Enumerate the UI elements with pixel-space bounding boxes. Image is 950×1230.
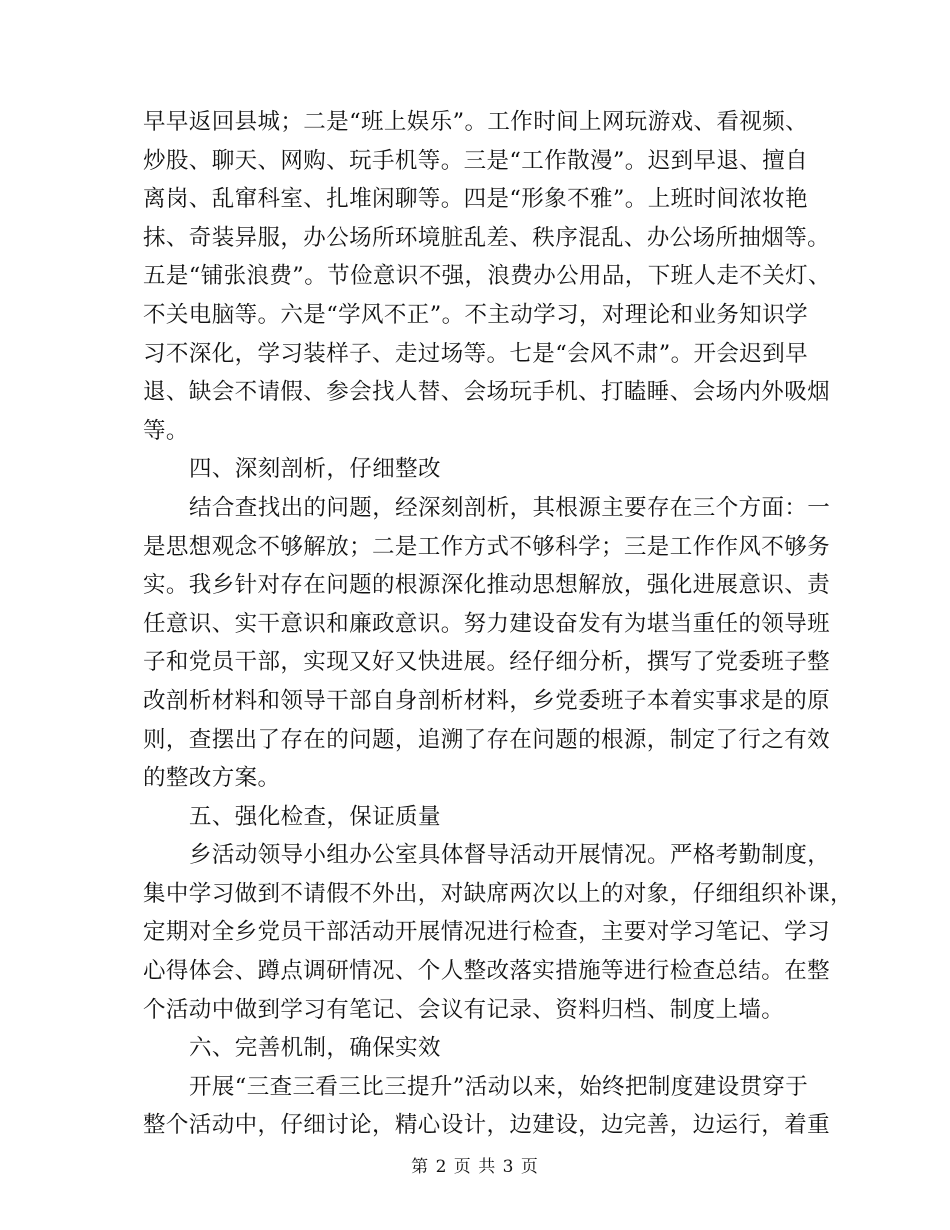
paragraph-line: 不关电脑等。六是“学风不正”。不主动学习，对理论和业务知识学 [143, 301, 809, 328]
paragraph-line: 则，查摆出了存在的问题，追溯了存在问题的根源，制定了行之有效 [143, 726, 831, 753]
section-heading-5: 五、强化检查，保证质量 [189, 803, 441, 830]
paragraph-line: 改剖析材料和领导干部自身剖析材料，乡党委班子本着实事求是的原 [143, 687, 831, 714]
paragraph-line: 实。我乡针对存在问题的根源深化推动思想解放，强化进展意识、责 [143, 572, 831, 599]
paragraph-line: 离岗、乱窜科室、扎堆闲聊等。四是“形象不雅”。上班时间浓妆艳 [143, 186, 809, 213]
page-number-footer: 第 2 页 共 3 页 [411, 1157, 539, 1177]
paragraph-line: 开展“三查三看三比三提升”活动以来，始终把制度建设贯穿于 [189, 1073, 809, 1100]
paragraph-line: 整个活动中，仔细讨论，精心设计，边建设，边完善，边运行，着重 [143, 1112, 831, 1139]
paragraph-line: 乡活动领导小组办公室具体督导活动开展情况。严格考勤制度， [189, 842, 831, 869]
paragraph-line: 炒股、聊天、网购、玩手机等。三是“工作散漫”。迟到早退、擅自 [143, 147, 809, 174]
paragraph-line: 的整改方案。 [143, 765, 281, 792]
section-heading-4: 四、深刻剖析，仔细整改 [189, 456, 441, 483]
paragraph-line: 抹、奇装异服，办公场所环境脏乱差、秩序混乱、办公场所抽烟等。 [143, 224, 831, 251]
paragraph-line: 是思想观念不够解放；二是工作方式不够科学；三是工作作风不够务 [143, 533, 831, 560]
paragraph-line: 集中学习做到不请假不外出，对缺席两次以上的对象，仔细组织补课， [143, 880, 853, 907]
paragraph-line: 退、缺会不请假、参会找人替、会场玩手机、打瞌睡、会场内外吸烟 [143, 379, 831, 406]
paragraph-line: 结合查找出的问题，经深刻剖析，其根源主要存在三个方面：一 [189, 494, 831, 521]
section-heading-6: 六、完善机制，确保实效 [189, 1035, 441, 1062]
paragraph-line: 任意识、实干意识和廉政意识。努力建设奋发有为堪当重任的领导班 [143, 610, 831, 637]
paragraph-line: 心得体会、蹲点调研情况、个人整改落实措施等进行检查总结。在整 [143, 958, 831, 985]
paragraph-line: 定期对全乡党员干部活动开展情况进行检查，主要对学习笔记、学习 [143, 919, 831, 946]
paragraph-line: 子和党员干部，实现又好又快进展。经仔细分析，撰写了党委班子整 [143, 649, 831, 676]
paragraph-line: 个活动中做到学习有笔记、会议有记录、资料归档、制度上墙。 [143, 996, 785, 1023]
paragraph-line: 五是“铺张浪费”。节俭意识不强，浪费办公用品，下班人走不关灯、 [143, 263, 831, 290]
paragraph-line: 早早返回县城；二是“班上娱乐”。工作时间上网玩游戏、看视频、 [143, 109, 809, 135]
paragraph-line: 等。 [143, 417, 189, 444]
paragraph-line: 习不深化，学习装样子、走过场等。七是“会风不肃”。开会迟到早 [143, 340, 809, 367]
document-body [143, 103, 853, 1145]
